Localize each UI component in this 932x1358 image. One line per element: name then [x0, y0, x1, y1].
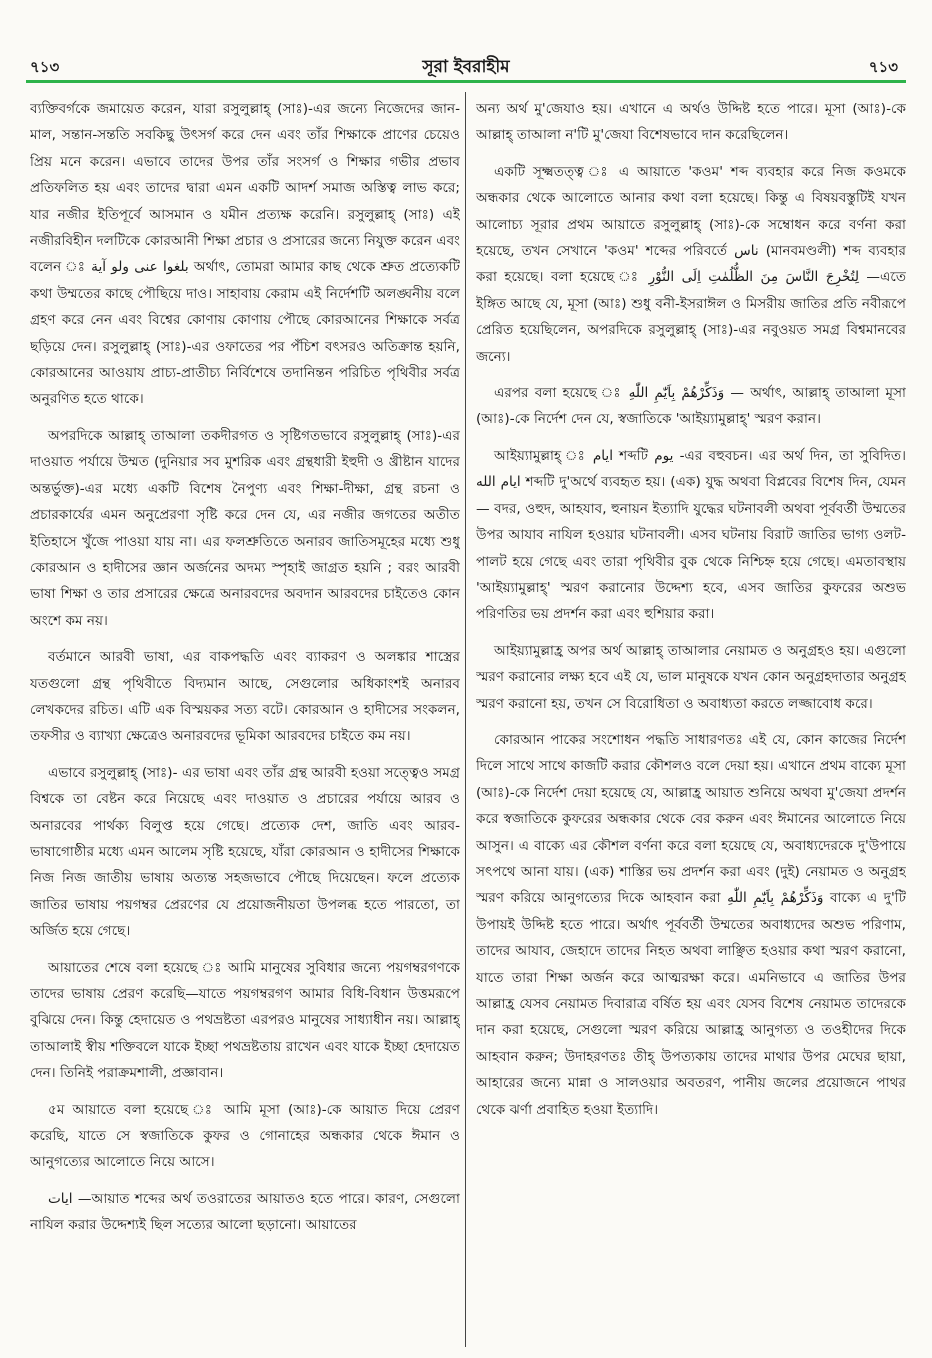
- page-header: [0, 0, 932, 86]
- paragraph: অপরদিকে আল্লাহ্ তাআলা তকদীরগত ও সৃষ্টিগতভাবে রসুলুল্লাহ্ (সাঃ)-এর দাওয়াত পর্যায়ে উম্মত (দুনিয়ার সব মুশরিক এবং গ্রন্থধারী ইহুদী ও খ্রীষ্টান যাদের অন্তর্ভুক্ত)-এর মধ্যে একটি বিশেষ নৈপুণ্য এবং শিক্ষা-দীক্ষা, গ্রন্থ রচনা ও প্রচারকার্যের এমন অনুপ্রেরণা সৃষ্টি করে দেন যে, এর নজীর জগতের অতীত ইতিহাসে খুঁজে পাওয়া যায় না। এর ফলশ্রুতিতে অনারব জাতিসমূহের মধ্যে শুধু কোরআন ও হাদীসের জ্ঞান অর্জনের অদম্য স্পৃহাই জাগ্রত হয়নি ; বরং আরবী ভাষা শিক্ষা ও তার প্রসারের ক্ষেত্রে অনারবদের অবদান আরবদের চাইতেও কোন অংশে কম নয়।: [30, 427, 460, 629]
- column-divider: [465, 92, 466, 1347]
- paragraph: এরপর বলা হয়েছে ঃ وَذَكِّرْهُمْ بِاَيّٰمِ اللّٰهِ — অর্থাৎ, আল্লাহ্ তাআলা মূসা (আঃ)-কে নির্দেশ দেন যে, স্বজাতিকে 'আইয়্যামুল্লাহ্' স্মরণ করান।: [476, 385, 906, 428]
- paragraph: আয়াতের শেষে বলা হয়েছে ঃ আমি মানুষের সুবিধার জন্যে পয়গম্বরগণকে তাদের ভাষায় প্রেরণ করেছি—যাতে পয়গম্বরগণ আমার বিধি-বিধান উত্তমরূপে বুঝিয়ে দেন। কিন্তু হেদায়েত ও পথভ্রষ্টতা এরপরও মানুষের সাধ্যাধীন নয়। আল্লাহ্ তাআলাই স্বীয় শক্তিবলে যাকে ইচ্ছা পথভ্রষ্টতায় রাখেন এবং যাকে ইচ্ছা হেদায়েত দেন। তিনিই পরাক্রমশালী, প্রজ্ঞাবান।: [30, 959, 460, 1082]
- paragraph: ৫ম আয়াতে বলা হয়েছে ঃ আমি মূসা (আঃ)-কে আয়াত দিয়ে প্রেরণ করেছি, যাতে সে স্বজাতিকে কুফর ও গোনাহের অন্ধকার থেকে ঈমান ও আনুগত্যের আলোতে নিয়ে আসে।: [30, 1101, 460, 1171]
- paragraph: আইয়্যামুল্লাহ্র অপর অর্থ আল্লাহ্ তাআলার নেয়ামত ও অনুগ্রহও হয়। এগুলো স্মরণ করানোর লক্ষ্য হবে এই যে, ভাল মানুষকে যখন কোন অনুগ্রহদাতার অনুগ্রহ স্মরণ করানো হয়, তখন সে বিরোধিতা ও অবাধ্যতা করতে লজ্জাবোধ করে।: [476, 642, 906, 712]
- left-column: [30, 96, 460, 1351]
- paragraph: ايات —আয়াত শব্দের অর্থ তওরাতের আয়াতও হতে পারে। কারণ, সেগুলো নাযিল করার উদ্দেশ্যই ছিল সত্যের আলো ছড়ানো। আয়াতের: [30, 1190, 460, 1234]
- page-number-right: ৭১৩: [868, 58, 898, 76]
- paragraph: বর্তমানে আরবী ভাষা, এর বাকপদ্ধতি এবং ব্যাকরণ ও অলঙ্কার শাস্ত্রের যতগুলো গ্রন্থ পৃথিবীতে বিদ্যমান আছে, সেগুলোর অধিকাংশই অনারব লেখকদের রচিত। এটি এক বিস্ময়কর সত্য বটে। কোরআন ও হাদীসের সংকলন, তফসীর ও ব্যাখ্যা ক্ষেত্রেও অনারবদের ভূমিকা আরবদের চাইতে কম নয়।: [30, 649, 460, 745]
- paragraph: অন্য অর্থ মু'জেযাও হয়। এখানে এ অর্থও উদ্দিষ্ট হতে পারে। মূসা (আঃ)-কে আল্লাহ্ তাআলা ন'টি মু'জেযা বিশেষভাবে দান করেছিলেন।: [476, 101, 906, 144]
- paragraph: আইয়্যামুল্লাহ্ ঃ ايام শব্দটি يوم -এর বহুবচন। এর অর্থ দিন, তা সুবিদিত। ايام الله শব্দটি দু'অর্থে ব্যবহৃত হয়। (এক) যুদ্ধ অথবা বিপ্লবের বিশেষ দিন, যেমন— বদর, ওহুদ, আহযাব, হুনায়ন ইত্যাদি যুদ্ধের ঘটনাবলী অথবা পূর্ববর্তী উম্মতের উপর আযাব নাযিল হওয়ার ঘটনাবলী। এসব ঘটনায় বিরাট জাতির ভাগ্য ওলট-পালট হয়ে গেছে এবং তারা পৃথিবীর বুক থেকে নিশ্চিহ্ন হয়ে গেছে। এমতাবস্থায় 'আইয়্যামুল্লাহ্' স্মরণ করানোর উদ্দেশ্য হবে, এসব জাতির কুফরের অশুভ পরিণতির ভয় প্রদর্শন করা এবং হুশিয়ার করা।: [476, 447, 906, 623]
- paragraph: এভাবে রসুলুল্লাহ্ (সাঃ)- এর ভাষা এবং তাঁর গ্রন্থ আরবী হওয়া সত্ত্বেও সমগ্র বিশ্বকে তা বেষ্টন করে নিয়েছে এবং দাওয়াত ও প্রচারের পর্যায়ে আরব ও অনারবের পার্থক্য বিলুপ্ত হয়ে গেছে। প্রত্যেক দেশ, জাতি এবং আরব-ভাষাগোষ্ঠীর মধ্যে এমন আলেম সৃষ্টি হয়েছে, যাঁরা কোরআন ও হাদীসের শিক্ষাকে নিজ নিজ জাতীয় ভাষায় অত্যন্ত সহজভাবে পৌছে দিয়েছেন। ফলে প্রত্যেক জাতির ভাষায় পয়গম্বর প্রেরণের যে প্রয়োজনীয়তা উপলব্ধ হতে পারতো, তা অর্জিত হয়ে গেছে।: [30, 764, 460, 940]
- paragraph: একটি সূক্ষ্মতত্ত্ব ঃ এ আয়াতে 'কওম' শব্দ ব্যবহার করে নিজ কওমকে অন্ধকার থেকে আলোতে আনার কথা বলা হয়েছে। কিন্তু এ বিষয়বস্তুটিই যখন আলোচ্য সূরার প্রথম আয়াতে রসুলুল্লাহ্ (সাঃ)-কে সম্বোধন করে বর্ণনা করা হয়েছে, তখন সেখানে 'কওম' শব্দের পরিবর্তে ناس (মানবমণ্ডলী) শব্দ ব্যবহার করা হয়েছে। বলা হয়েছে ঃ لِتُخْرِجَ النَّاسَ مِنَ الظُّلُمٰتِ اِلَى النُّوْرِ —এতে ইঙ্গিত আছে যে, মূসা (আঃ) শুধু বনী-ইসরাঈল ও মিসরীয় জাতির প্রতি নবীরূপে প্রেরিত হয়েছিলেন, অপরদিকে রসুলুল্লাহ্ (সাঃ)-এর নবুওয়ত সমগ্র বিশ্বমানবের জন্যে।: [476, 163, 906, 365]
- header-rule: [26, 80, 906, 83]
- page-number-left: ৭১৩: [30, 58, 60, 76]
- paragraph: ব্যক্তিবর্গকে জমায়েত করেন, যারা রসুলুল্লাহ্ (সাঃ)-এর জন্যে নিজেদের জান-মাল, সন্তান-সন্ততি সবকিছু উৎসর্গ করে দেন এবং তাঁর শিক্ষাকে প্রাণের চেয়েও প্রিয় মনে করেন। এভাবে তাদের উপর তাঁর সংসর্গ ও শিক্ষার গভীর প্রভাব প্রতিফলিত হয় এবং তাদের দ্বারা এমন একটি আদর্শ সমাজ অস্তিত্ব লাভ করে; যার নজীর ইতিপূর্বে আসমান ও যমীন প্রত্যক্ষ করেনি। রসুলুল্লাহ্ (সাঃ) এই নজীরবিহীন দলটিকে কোরআনী শিক্ষা প্রচার ও প্রসারের জন্যে নিযুক্ত করেন এবং বলেন ঃ بلغوا عنى ولو آية অর্থাৎ, তোমরা আমার কাছ থেকে শ্রুত প্রত্যেকটি কথা উম্মতের কাছে পৌছিয়ে দাও। সাহাবায় কেরাম এই নির্দেশটি অলঙ্ঘনীয় বলে গ্রহণ করে নেন এবং বিশ্বের কোণায় কোণায় পৌছে কোরআনের শিক্ষাকে সর্বত্র ছড়িয়ে দেন। রসুলুল্লাহ্ (সাঃ)-এর ওফাতের পর পঁচিশ বৎসরও অতিক্রান্ত হয়নি, কোরআনের আওয়ায প্রাচ্য-প্রাতীচ্য নির্বিশেষে তদানিন্তন পরিচিত পৃথিবীর সর্বত্র অনুরণিত হতে থাকে।: [30, 101, 460, 408]
- paragraph: কোরআন পাকের সংশোধন পদ্ধতি সাধারণতঃ এই যে, কোন কাজের নির্দেশ দিলে সাথে সাথে কাজটি করার কৌশলও বলে দেয়া হয়। এখানে প্রথম বাক্যে মূসা (আঃ)-কে নির্দেশ দেয়া হয়েছে যে, আল্লাহ্র আয়াত শুনিয়ে অথবা মু'জেযা প্রদর্শন করে স্বজাতিকে কুফরের অন্ধকার থেকে বের করুন এবং ঈমানের আলোতে নিয়ে আসুন। এ বাক্যে এর কৌশল বর্ণনা করে বলা হয়েছে যে, অবাধ্যদেরকে দু'উপায়ে সৎপথে আনা যায়। (এক) শাস্তির ভয় প্রদর্শন করা এবং (দুই) নেয়ামত ও অনুগ্রহ স্মরণ করিয়ে আনুগত্যের দিকে আহবান করা وَذَكِّرْهُمْ بِاَيّٰمِ اللّٰهِ বাক্যে এ দু'টি উপায়ই উদ্দিষ্ট হতে পারে। অর্থাৎ পূর্ববর্তী উম্মতের অবাধ্যদের অশুভ পরিণাম, তাদের আযাব, জেহাদে তাদের নিহত অথবা লাঞ্ছিত হওয়ার কথা স্মরণ করানো, যাতে তারা শিক্ষা অর্জন করে আত্মরক্ষা করে। এমনিভাবে এ জাতির উপর আল্লাহ্র যেসব নেয়ামত দিবারাত্র বর্ষিত হয় এবং যেসব বিশেষ নেয়ামত তাদেরকে দান করা হয়েছে, সেগুলো স্মরণ করিয়ে আল্লাহ্র আনুগত্য ও তওহীদের দিকে আহবান করুন; উদাহরণতঃ তীহ্ উপত্যকায় তাদের মাথার উপর মেঘের ছায়া, আহারের জন্যে মান্না ও সালওয়ার অবতরণ, পানীয় জলের প্রয়োজনে পাথর থেকে ঝর্ণা প্রবাহিত হওয়া ইত্যাদি।: [476, 731, 906, 1118]
- right-column: [476, 96, 906, 1351]
- surah-title: সূরা ইবরাহীম: [422, 57, 510, 77]
